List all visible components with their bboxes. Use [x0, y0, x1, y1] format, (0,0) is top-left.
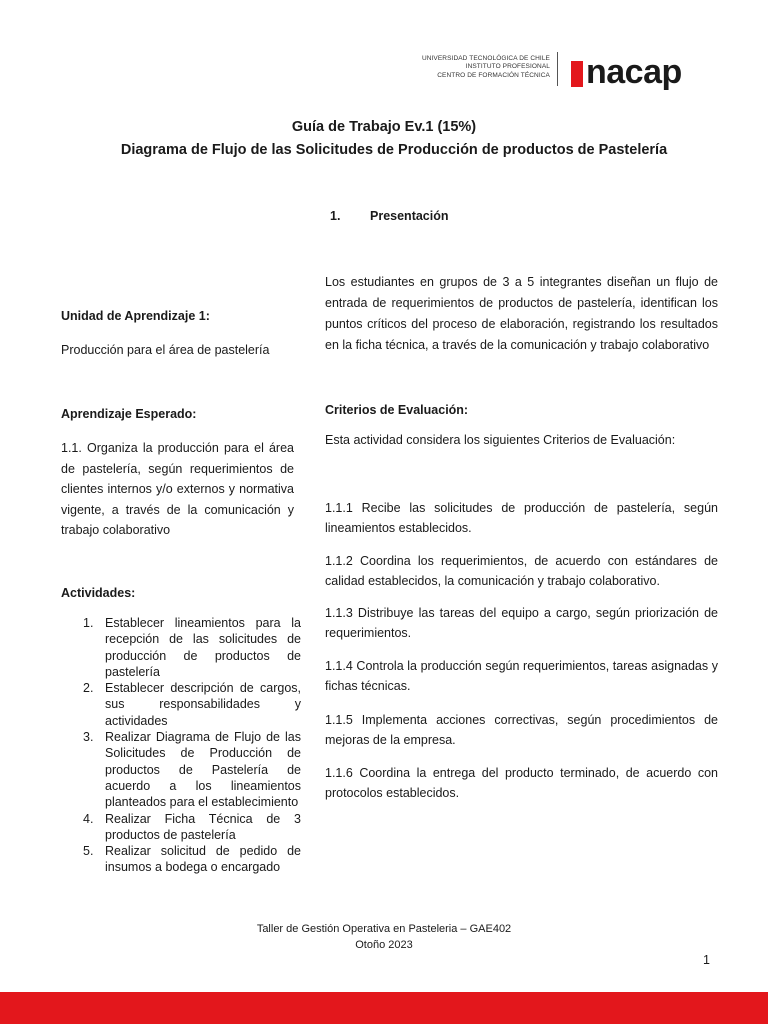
criterion-item: 1.1.4 Controla la producción según requerimientos, tareas asignadas y fichas técnicas.	[325, 659, 718, 693]
list-item: 3. Realizar Diagrama de Flujo de las Solicitudes de Producción de productos de Pastelería de acuerdo a los lineamientos planteados para el establecimiento	[83, 730, 301, 810]
logo-divider	[557, 52, 558, 86]
unit-text: Producción para el área de pastelería	[61, 343, 270, 357]
institution-line: UNIVERSIDAD TECNOLÓGICA DE CHILE	[421, 55, 550, 62]
expected-learning-heading: Aprendizaje Esperado:	[61, 407, 197, 421]
logo-mark	[571, 61, 583, 87]
activities-list	[61, 615, 301, 876]
footer-brand-bar	[0, 992, 768, 1024]
criteria-heading: Criterios de Evaluación:	[325, 403, 469, 417]
criterion-item: 1.1.5 Implementa acciones correctivas, según procedimientos de mejoras de la empresa.	[325, 713, 718, 747]
page-title: Guía de Trabajo Ev.1 (15%)	[291, 119, 477, 135]
expected-learning-text: 1.1. Organiza la producción para el área de pastelería, según requerimientos de clientes internos y/o externos y normativa vigente, a través de la comunicación y trabajo colaborativo	[61, 441, 294, 537]
list-item: 5. Realizar solicitud de pedido de insumos a bodega o encargado	[83, 844, 301, 875]
presentation-text: Los estudiantes en grupos de 3 a 5 integrantes diseñan un flujo de entrada de requerimientos de productos de pastelería, identifican los puntos críticos del proceso de elaboración, registrando los resultados en la ficha técnica, a través de la comunicación y trabajo colaborativo	[325, 275, 718, 352]
list-item: 2. Establecer descripción de cargos, sus responsabilidades y actividades	[83, 681, 301, 728]
footer-course: Taller de Gestión Operativa en Pasteleria – GAE402	[256, 923, 512, 935]
page-number: 1	[703, 953, 710, 967]
list-item: 1. Establecer lineamientos para la recepción de las solicitudes de producción de productos de pastelería	[83, 616, 301, 679]
inacap-logo	[571, 52, 682, 92]
institution-line: CENTRO DE FORMACIÓN TÉCNICA	[437, 71, 550, 79]
institution-line: INSTITUTO PROFESIONAL	[465, 63, 550, 71]
page-subtitle: Diagrama de Flujo de las Solicitudes de Producción de productos de Pastelería	[120, 142, 668, 158]
footer-term: Otoño 2023	[355, 939, 413, 951]
criterion-item: 1.1.6 Coordina la entrega del producto terminado, de acuerdo con protocolos establecidos.	[325, 766, 718, 800]
section-title: Presentación	[370, 209, 449, 223]
unit-heading: Unidad de Aprendizaje 1:	[61, 309, 210, 323]
criterion-item: 1.1.2 Coordina los requerimientos, de acuerdo con estándares de calidad establecidos, la comunicación y trabajo colaborativo.	[325, 554, 718, 588]
logo-wordmark: nacap	[586, 52, 682, 91]
list-item: 4. Realizar Ficha Técnica de 3 productos de pastelería	[83, 811, 301, 842]
criterion-item: 1.1.3 Distribuye las tareas del equipo a cargo, según priorización de requerimientos.	[325, 606, 718, 640]
institution-text	[422, 55, 550, 80]
criteria-intro: Esta actividad considera los siguientes Criterios de Evaluación:	[325, 433, 676, 447]
criterion-item: 1.1.1 Recibe las solicitudes de producción de pastelería, según lineamientos establecidos.	[325, 501, 718, 535]
activities-heading: Actividades:	[61, 586, 136, 600]
section-number: 1.	[330, 209, 341, 223]
